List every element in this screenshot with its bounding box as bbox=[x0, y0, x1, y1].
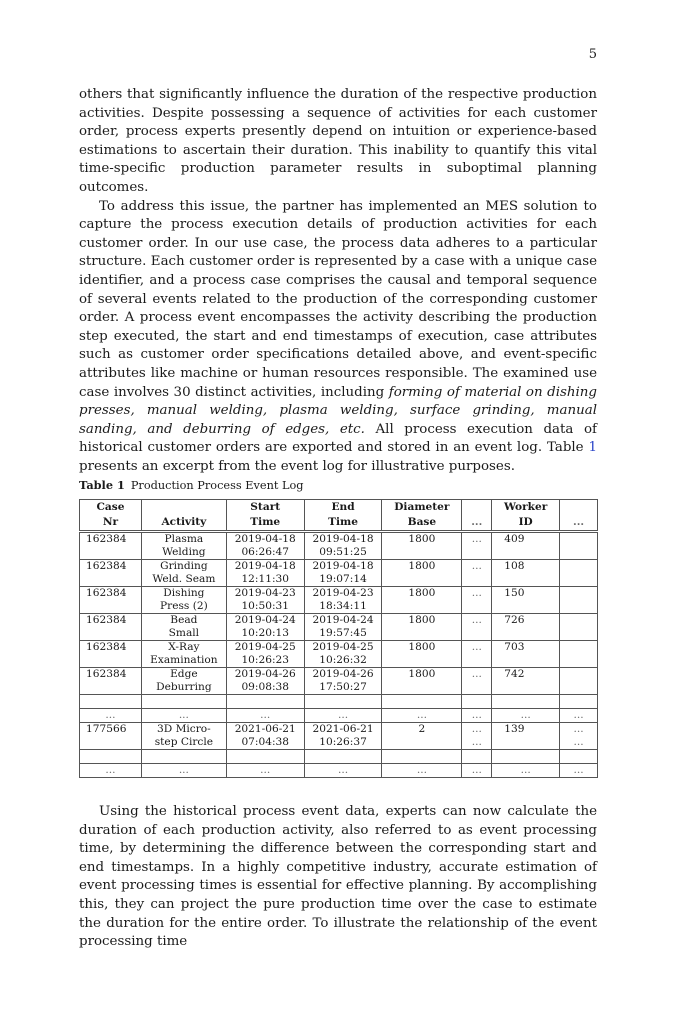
table-caption-label: Table 1 bbox=[79, 478, 125, 492]
cell-case: 162384 bbox=[80, 560, 142, 587]
cell-ellipsis: ... ... bbox=[462, 723, 492, 750]
cell-ellipsis: ... bbox=[80, 764, 142, 778]
header-nr: Nr bbox=[80, 515, 142, 532]
cell-worker: 726 bbox=[492, 614, 560, 641]
cell-ellipsis: ... bbox=[462, 560, 492, 587]
cell-base: 1800 bbox=[382, 614, 462, 641]
table-row bbox=[80, 560, 598, 587]
cell-start: 2021-06-21 07:04:38 bbox=[226, 723, 304, 750]
cell-more bbox=[560, 560, 598, 587]
cell-ellipsis: ... bbox=[462, 532, 492, 560]
body-text-top bbox=[79, 86, 597, 476]
cell-ellipsis: ... bbox=[382, 764, 462, 778]
cell-end: 2019-04-24 19:57:45 bbox=[304, 614, 382, 641]
cell-base: 1800 bbox=[382, 668, 462, 695]
cell-worker: 742 bbox=[492, 668, 560, 695]
cell-ellipsis: ... bbox=[304, 764, 382, 778]
header-ellipsis: ... bbox=[560, 515, 598, 532]
cell-more bbox=[560, 668, 598, 695]
header-start: Start bbox=[226, 500, 304, 516]
cell-activity: Bead Small bbox=[141, 614, 226, 641]
table-row bbox=[80, 723, 598, 750]
paragraph-2-text-c: presents an excerpt from the event log for illustrative purposes. bbox=[79, 458, 515, 474]
cell-ellipsis: ... bbox=[226, 764, 304, 778]
cell-start: 2019-04-26 09:08:38 bbox=[226, 668, 304, 695]
header-time: Time bbox=[304, 515, 382, 532]
cell-more bbox=[560, 587, 598, 614]
header-blank bbox=[141, 500, 226, 516]
header-end: End bbox=[304, 500, 382, 516]
table-ellipsis-row bbox=[80, 764, 598, 778]
cell-activity: 3D Micro- step Circle bbox=[141, 723, 226, 750]
cell-worker: 139 bbox=[492, 723, 560, 750]
cell-case: 162384 bbox=[80, 614, 142, 641]
cell-case: 162384 bbox=[80, 532, 142, 560]
cell-end: 2021-06-21 10:26:37 bbox=[304, 723, 382, 750]
cell-more: ... ... bbox=[560, 723, 598, 750]
cell-activity: Plasma Welding bbox=[141, 532, 226, 560]
cell-case: 162384 bbox=[80, 587, 142, 614]
paragraph-2-text-b: All process execution data of historical customer orders are exported and stored in an event log. Table bbox=[79, 421, 597, 456]
cell-start: 2019-04-23 10:50:31 bbox=[226, 587, 304, 614]
table-row bbox=[80, 614, 598, 641]
header-time: Time bbox=[226, 515, 304, 532]
cell-activity: Grinding Weld. Seam bbox=[141, 560, 226, 587]
cell-worker: 409 bbox=[492, 532, 560, 560]
event-log-table bbox=[79, 499, 598, 778]
paragraph-3: Using the historical process event data, experts can now calculate the duration of each production activity, also referred to as event processing time, by determining the difference between the corresponding start and end timestamps. In a highly competitive industry, accurate estimation of event processing times is essential for effective planning. By accomplishing this, they can project the pure production time over the case to estimate the duration for the entire order. To illustrate the relationship of the event processing time bbox=[79, 804, 597, 950]
table-caption-text: Production Process Event Log bbox=[130, 479, 304, 492]
cell-base: 1800 bbox=[382, 560, 462, 587]
paragraph-2 bbox=[79, 198, 597, 477]
cell-end: 2019-04-18 19:07:14 bbox=[304, 560, 382, 587]
table-row-spacer bbox=[80, 750, 598, 764]
cell-ellipsis: ... bbox=[492, 764, 560, 778]
cell-ellipsis: ... bbox=[304, 709, 382, 723]
cell-ellipsis: ... bbox=[560, 709, 598, 723]
cell-ellipsis: ... bbox=[226, 709, 304, 723]
cell-start: 2019-04-25 10:26:23 bbox=[226, 641, 304, 668]
cell-activity: Edge Deburring bbox=[141, 668, 226, 695]
cell-ellipsis: ... bbox=[462, 587, 492, 614]
header-case: Case bbox=[80, 500, 142, 516]
cell-ellipsis: ... bbox=[560, 764, 598, 778]
cell-more bbox=[560, 641, 598, 668]
table-caption bbox=[79, 478, 304, 492]
header-diameter: Diameter bbox=[382, 500, 462, 516]
page-number: 5 bbox=[588, 47, 597, 62]
cell-more bbox=[560, 614, 598, 641]
cell-ellipsis: ... bbox=[492, 709, 560, 723]
cell-ellipsis: ... bbox=[462, 614, 492, 641]
cell-ellipsis: ... bbox=[462, 764, 492, 778]
paragraph-1: others that significantly influence the duration of the respective production activities. Despite possessing a sequence of activities for each customer order, process experts presently depend on intuition or experience-based estimations to ascertain their duration. This inability to quantify this vital time-specific production parameter results in suboptimal planning outcomes. bbox=[79, 87, 597, 195]
cell-activity: X-Ray Examination bbox=[141, 641, 226, 668]
cell-worker: 150 bbox=[492, 587, 560, 614]
cell-more bbox=[560, 532, 598, 560]
cell-ellipsis: ... bbox=[80, 709, 142, 723]
header-worker: Worker bbox=[492, 500, 560, 516]
table-row bbox=[80, 641, 598, 668]
body-text-bottom bbox=[79, 803, 597, 952]
cell-worker: 108 bbox=[492, 560, 560, 587]
cell-start: 2019-04-24 10:20:13 bbox=[226, 614, 304, 641]
table-ellipsis-row bbox=[80, 709, 598, 723]
table-row bbox=[80, 587, 598, 614]
cell-end: 2019-04-25 10:26:32 bbox=[304, 641, 382, 668]
cell-ellipsis: ... bbox=[141, 709, 226, 723]
cell-start: 2019-04-18 06:26:47 bbox=[226, 532, 304, 560]
cell-activity: Dishing Press (2) bbox=[141, 587, 226, 614]
cell-base: 1800 bbox=[382, 641, 462, 668]
paragraph-2-activities-italic: forming of material on dishing presses, manual welding, plasma welding, surface grinding, manual sanding, and deburring of edges, etc. bbox=[79, 384, 597, 437]
cell-end: 2019-04-23 18:34:11 bbox=[304, 587, 382, 614]
cell-end: 2019-04-26 17:50:27 bbox=[304, 668, 382, 695]
cell-ellipsis: ... bbox=[141, 764, 226, 778]
table-header-row-bottom bbox=[80, 515, 598, 532]
paragraph-2-text-a: To address this issue, the partner has implemented an MES solution to capture the process execution details of production activities for each customer order. In our use case, the process data adheres to a particular structure. Each customer order is represented by a case with a unique case identifier, and a process case comprises the causal and temporal sequence of several events related to the production of the corresponding customer order. A process event encompasses the activity describing the production step executed, the start and end timestamps of execution, case attributes such as customer order specifications detailed above, and event-specific attributes like machine or human resources responsible. The examined use case involves 30 distinct activities, including bbox=[79, 198, 597, 400]
cell-worker: 703 bbox=[492, 641, 560, 668]
cell-base: 2 bbox=[382, 723, 462, 750]
cell-case: 177566 bbox=[80, 723, 142, 750]
header-id: ID bbox=[492, 515, 560, 532]
cell-ellipsis: ... bbox=[462, 668, 492, 695]
cell-start: 2019-04-18 12:11:30 bbox=[226, 560, 304, 587]
cell-base: 1800 bbox=[382, 587, 462, 614]
table-header-row-top bbox=[80, 500, 598, 516]
cell-ellipsis: ... bbox=[382, 709, 462, 723]
cell-ellipsis: ... bbox=[462, 709, 492, 723]
header-ellipsis: ... bbox=[462, 515, 492, 532]
cell-case: 162384 bbox=[80, 641, 142, 668]
table-reference-link[interactable]: 1 bbox=[588, 440, 597, 456]
cell-base: 1800 bbox=[382, 532, 462, 560]
table-row bbox=[80, 668, 598, 695]
table-row bbox=[80, 532, 598, 560]
cell-case: 162384 bbox=[80, 668, 142, 695]
cell-end: 2019-04-18 09:51:25 bbox=[304, 532, 382, 560]
table-row-spacer bbox=[80, 695, 598, 709]
header-base: Base bbox=[382, 515, 462, 532]
header-blank bbox=[462, 500, 492, 516]
header-blank bbox=[560, 500, 598, 516]
header-activity: Activity bbox=[141, 515, 226, 532]
cell-ellipsis: ... bbox=[462, 641, 492, 668]
